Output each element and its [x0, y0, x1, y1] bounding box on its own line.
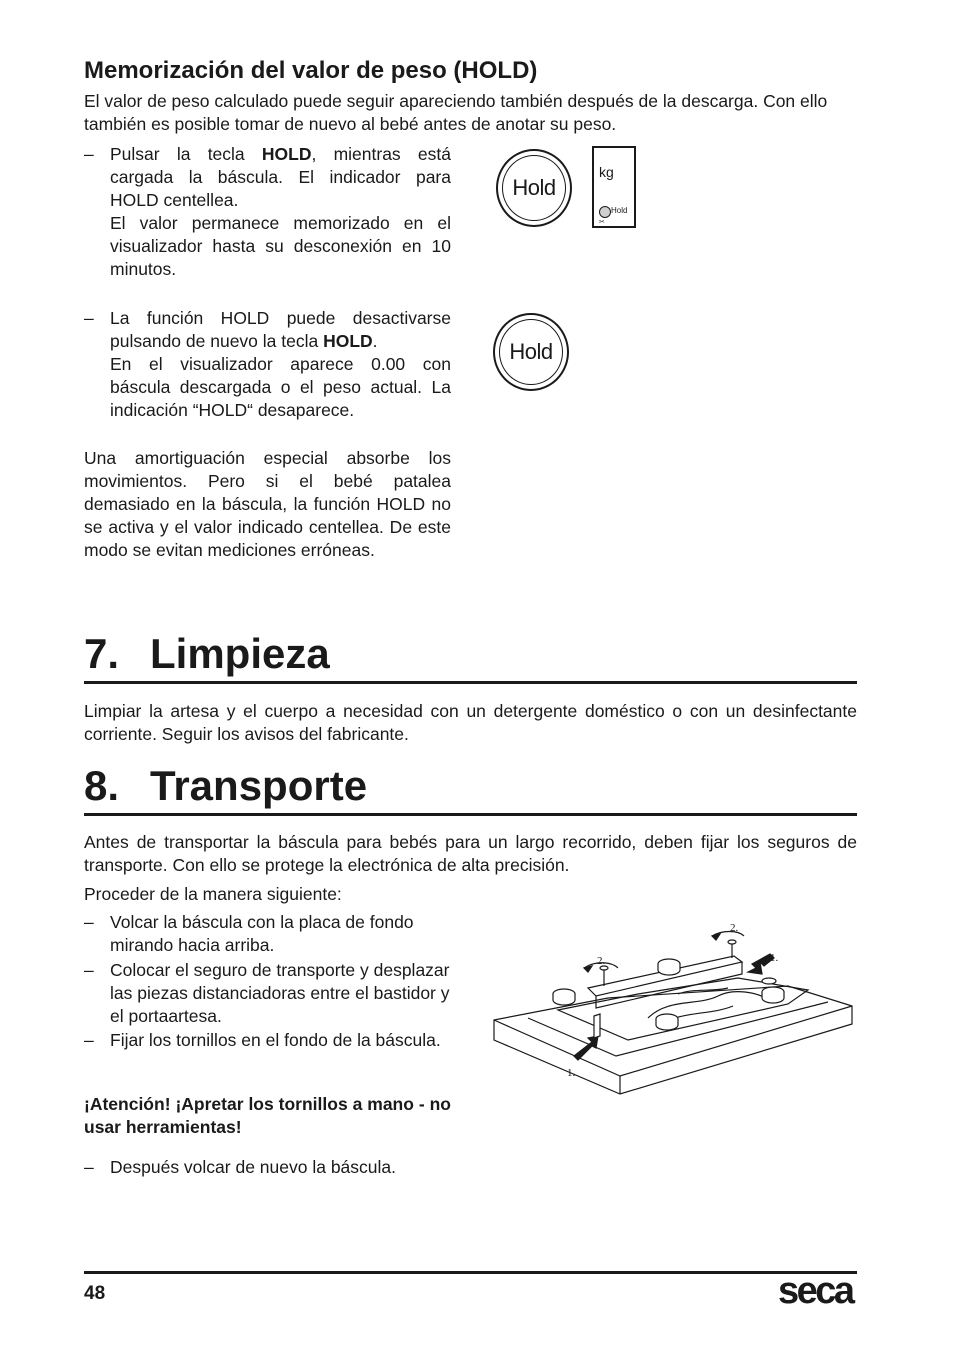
bullet-text: Pulsar la tecla HOLD, mientras está cargada la báscula. El indicador para HOLD centellea. [110, 144, 451, 210]
step-text: Fijar los tornillos en el fondo de la báscula. [110, 1030, 441, 1050]
display-unit: kg [599, 164, 614, 180]
transport-lock-diagram [488, 918, 860, 1098]
hold-intro: El valor de peso calculado puede seguir apareciendo también después de la descarga. Con ello también es posible tomar de nuevo al bebé antes de anotar su peso. [84, 91, 828, 134]
proceed-text: Proceder de la manera siguiente: [84, 884, 342, 904]
transport-step-final [84, 1156, 451, 1179]
transport-step [84, 959, 451, 1028]
hold-button-label: Hold [509, 339, 553, 364]
transport-step [84, 1029, 451, 1052]
bullet-dash: – [84, 308, 94, 328]
diagram-label-top-2: 2. [730, 922, 739, 934]
hold-indicator-icon [599, 206, 611, 218]
page-number: 48 [84, 1283, 106, 1304]
bullet-dash: – [84, 912, 94, 932]
bullet-text-continued: El valor permanece memorizado en el visualizador hasta su desconexión en 10 minutos. [110, 213, 451, 279]
damping-paragraph: Una amortiguación especial absorbe los movimientos. Pero si el bebé patalea demasiado en la báscula, la función HOLD no se activa y el valor indicado centellea. De este modo se evitan mediciones erróneas. [84, 448, 451, 560]
heading-rule [84, 813, 857, 816]
hold-button-illustration [493, 313, 569, 391]
transport-step [84, 911, 451, 957]
cleaning-text: Limpiar la artesa y el cuerpo a necesidad con un detergente doméstico o con un desinfectante corriente. Seguir los avisos del fabricante. [84, 701, 857, 744]
attention-warning: ¡Atención! ¡Apretar los tornillos a mano - no usar herramientas! [84, 1094, 451, 1137]
chapter-number: 7. [84, 630, 120, 677]
hold-button-illustration [496, 149, 572, 227]
chapter-title: Transporte [150, 762, 368, 809]
scale-symbol-icon: ✂ [599, 219, 605, 226]
diagram-label-bottom-1: 1. [567, 1067, 576, 1079]
bullet-dash: – [84, 1157, 94, 1177]
diagram-label-right-1: 1. [770, 952, 779, 964]
bullet-dash: – [84, 144, 94, 164]
hold-bullet-1 [84, 143, 451, 281]
step-text: Después volcar de nuevo la báscula. [110, 1157, 397, 1177]
bullet-text-continued: En el visualizador aparece 0.00 con báscula descargada o el peso actual. La indicación “HOLD“ desaparece. [110, 354, 451, 420]
chapter-number: 8. [84, 762, 120, 809]
chapter-heading-transport [84, 762, 367, 810]
heading-rule [84, 681, 857, 684]
hold-bullet-2 [84, 307, 451, 422]
chapter-title: Limpieza [150, 630, 330, 677]
chapter-heading-cleaning [84, 630, 330, 678]
footer-rule [84, 1271, 857, 1274]
display-illustration [592, 146, 636, 228]
display-indicator-label: Hold [611, 206, 628, 215]
step-text: Colocar el seguro de transporte y desplazar las piezas distanciadoras entre el bastidor y el portaartesa. [110, 960, 450, 1026]
brand-logo: seca [778, 1270, 853, 1312]
bullet-dash: – [84, 1030, 94, 1050]
diagram-label-left-2: 2. [597, 955, 606, 967]
hold-button-label: Hold [512, 175, 556, 200]
bullet-text: La función HOLD puede desactivarse pulsando de nuevo la tecla HOLD. [110, 308, 451, 351]
section-subtitle: Memorización del valor de peso (HOLD) [84, 57, 538, 84]
transport-text: Antes de transportar la báscula para bebés para un largo recorrido, deben fijar los seguros de transporte. Con ello se protege la electrónica de alta precisión. [84, 832, 857, 875]
bullet-dash: – [84, 960, 94, 980]
step-text: Volcar la báscula con la placa de fondo mirando hacia arriba. [110, 912, 414, 955]
